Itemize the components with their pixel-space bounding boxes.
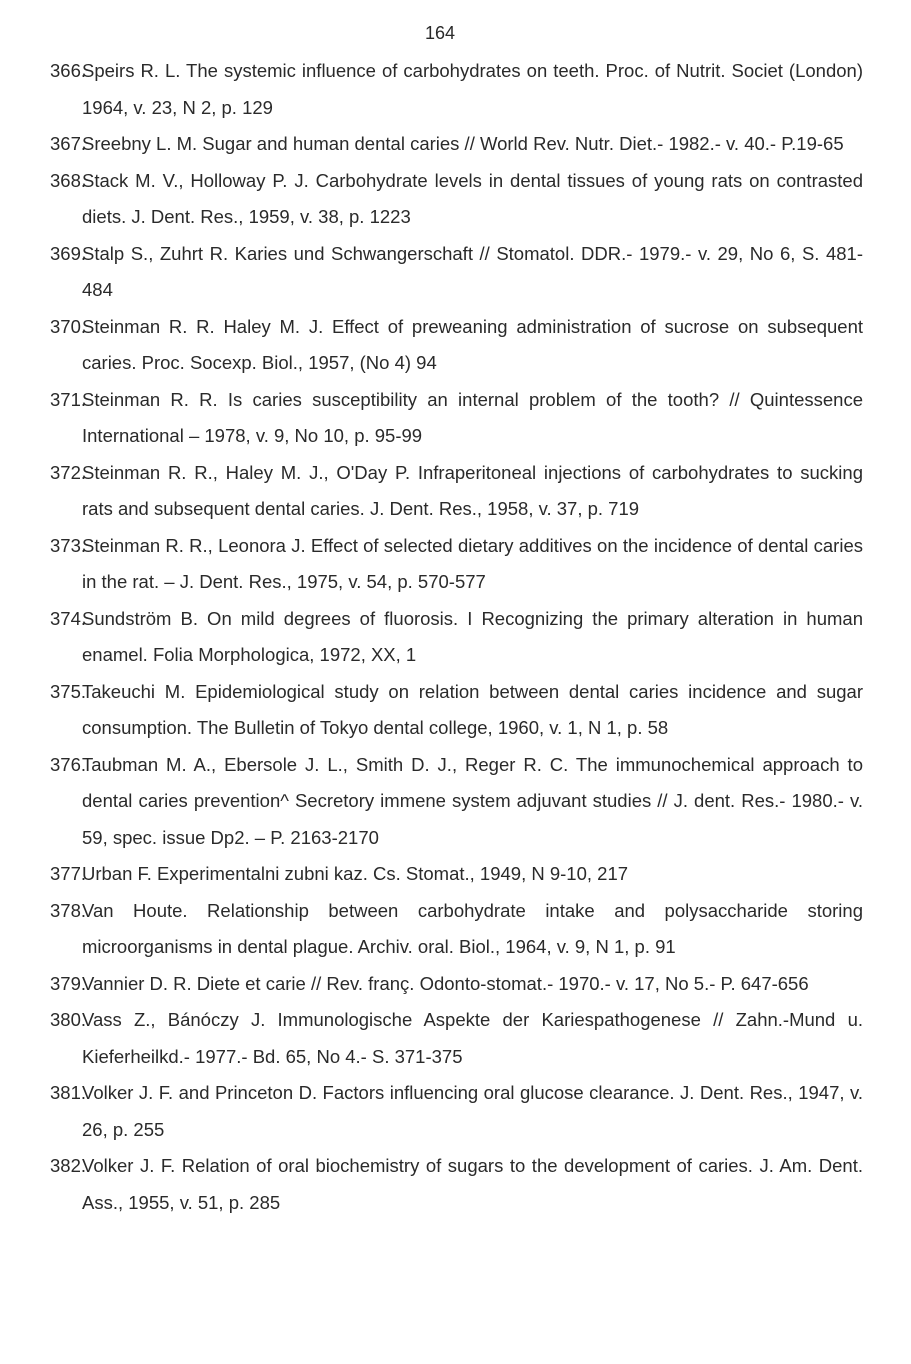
reference-number: 375. xyxy=(50,680,87,702)
reference-text: Van Houte. Relationship between carbohydrate intake and polysaccharide storing microorganisms in dental plague. Archiv. oral. Biol., 1964, v. 9, N 1, p. 91 xyxy=(82,899,863,957)
reference-text: Vass Z., Bánóczy J. Immunologische Aspekte der Kariespathogenese // Zahn.-Mund u. Kieferheilkd.- 1977.- Bd. 65, No 4.- S. 371-375 xyxy=(82,1009,863,1067)
reference-text: Stack M. V., Holloway P. J. Carbohydrate levels in dental tissues of young rats on contrasted diets. J. Dent. Res., 1959, v. 38, p. 1223 xyxy=(82,169,863,227)
reference-item xyxy=(0,747,911,857)
reference-number: 371. xyxy=(50,388,87,410)
reference-item xyxy=(0,163,911,236)
reference-item xyxy=(0,966,911,1003)
reference-text: Steinman R. R., Haley M. J., O'Day P. Infraperitoneal injections of carbohydrates to sucking rats and subsequent dental caries. J. Dent. Res., 1958, v. 37, p. 719 xyxy=(82,461,863,519)
reference-number: 368. xyxy=(50,169,87,191)
reference-number: 377. xyxy=(50,863,87,884)
reference-item xyxy=(0,455,911,528)
reference-text: Steinman R. R. Haley M. J. Effect of preweaning administration of sucrose on subsequent caries. Proc. Socexp. Biol., 1957, (No 4) 94 xyxy=(82,315,863,373)
reference-number: 380. xyxy=(50,1009,87,1030)
reference-item xyxy=(0,236,911,309)
reference-item xyxy=(0,1075,911,1148)
reference-item xyxy=(0,1148,911,1221)
reference-text: Speirs R. L. The systemic influence of carbohydrates on teeth. Proc. of Nutrit. Societ (London) 1964, v. 23, N 2, p. 129 xyxy=(82,60,863,118)
reference-number: 372. xyxy=(50,461,87,483)
reference-text: Stalp S., Zuhrt R. Karies und Schwangerschaft // Stomatol. DDR.- 1979.- v. 29, No 6, S. 481-484 xyxy=(82,242,863,300)
reference-number: 381. xyxy=(50,1082,87,1103)
reference-number: 374. xyxy=(50,607,87,629)
reference-number: 367. xyxy=(50,133,87,154)
reference-text: Takeuchi M. Epidemiological study on relation between dental caries incidence and sugar consumption. The Bulletin of Tokyo dental college, 1960, v. 1, N 1, p. 58 xyxy=(82,680,863,738)
reference-item xyxy=(0,674,911,747)
reference-number: 376. xyxy=(50,753,87,775)
reference-number: 373. xyxy=(50,534,87,556)
reference-item xyxy=(0,893,911,966)
reference-list xyxy=(0,53,911,1221)
reference-text: Vannier D. R. Diete et carie // Rev. franç. Odonto-stomat.- 1970.- v. 17, No 5.- P. 647-656 xyxy=(82,972,809,994)
reference-text: Urban F. Experimentalni zubni kaz. Cs. Stomat., 1949, N 9-10, 217 xyxy=(82,863,629,884)
reference-number: 382. xyxy=(50,1155,87,1176)
reference-item xyxy=(0,53,911,126)
reference-text: Steinman R. R., Leonora J. Effect of selected dietary additives on the incidence of dental caries in the rat. – J. Dent. Res., 1975, v. 54, p. 570-577 xyxy=(82,534,863,592)
reference-item xyxy=(0,528,911,601)
reference-number: 369. xyxy=(50,242,87,264)
reference-text: Steinman R. R. Is caries susceptibility an internal problem of the tooth? // Quintessence International – 1978, v. 9, No 10, p. 95-99 xyxy=(82,388,863,446)
reference-number: 379. xyxy=(50,972,87,994)
reference-text: Volker J. F. Relation of oral biochemistry of sugars to the development of caries. J. Am. Dent. Ass., 1955, v. 51, p. 285 xyxy=(82,1155,863,1213)
reference-item xyxy=(0,309,911,382)
reference-text: Taubman M. A., Ebersole J. L., Smith D. J., Reger R. C. The immunochemical approach to dental caries prevention^ Secretory immene system adjuvant studies // J. dent. Res.- 1980.- v. 59, spec. issue Dp2. – P. 2163-2170 xyxy=(82,753,863,848)
reference-number: 366. xyxy=(50,60,87,81)
reference-text: Sreebny L. M. Sugar and human dental caries // World Rev. Nutr. Diet.- 1982.- v. 40.- P.19-65 xyxy=(82,133,844,154)
reference-text: Sundström B. On mild degrees of fluorosis. I Recognizing the primary alteration in human enamel. Folia Morphologica, 1972, XX, 1 xyxy=(82,607,863,665)
reference-number: 370. xyxy=(50,315,87,337)
reference-item xyxy=(0,382,911,455)
reference-item xyxy=(0,601,911,674)
reference-item xyxy=(0,1002,911,1075)
page-number: 164 xyxy=(424,23,456,43)
reference-number: 378. xyxy=(50,899,87,921)
reference-item xyxy=(0,126,911,163)
reference-item xyxy=(0,856,911,893)
reference-text: Volker J. F. and Princeton D. Factors influencing oral glucose clearance. J. Dent. Res., 1947, v. 26, p. 255 xyxy=(82,1082,863,1140)
